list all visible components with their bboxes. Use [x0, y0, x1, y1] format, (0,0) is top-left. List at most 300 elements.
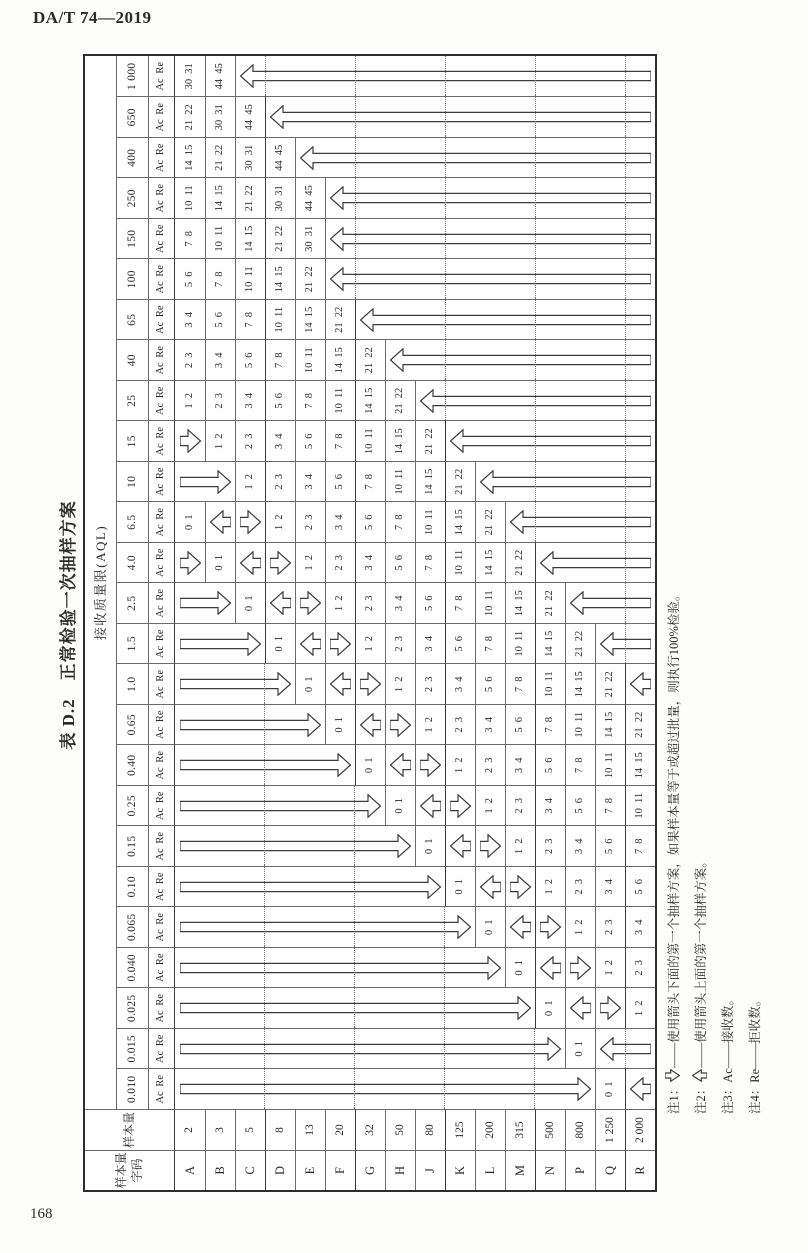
code-letter-cell: H	[385, 1150, 415, 1190]
up-arrow-icon	[595, 623, 655, 664]
group-boundary-dotted-line	[265, 56, 266, 97]
aql-value-cell: 1 000	[116, 56, 148, 97]
ac-re-header-cell: Ac Re	[148, 664, 175, 705]
down-arrow-icon	[175, 1069, 595, 1110]
down-arrow-icon	[180, 753, 351, 777]
note-line	[742, 58, 769, 1114]
ac-re-value-cell: 7 8	[565, 745, 595, 786]
group-boundary-dotted-line	[264, 989, 265, 1029]
group-boundary-dotted-line	[535, 300, 536, 340]
group-boundary-dotted-line	[445, 219, 446, 259]
sample-size-cell: 32	[355, 1109, 385, 1150]
aql-value-cell: 0.015	[116, 1028, 148, 1069]
up-arrow-icon	[325, 178, 655, 219]
ac-re-value-cell: 5 6	[265, 380, 295, 421]
down-arrow-icon	[415, 745, 445, 786]
note-line	[688, 58, 715, 1114]
aql-value-cell: 0.040	[116, 947, 148, 988]
code-letter-cell: M	[505, 1150, 535, 1190]
down-arrow-icon	[180, 632, 261, 656]
ac-re-header-cell: Ac Re	[148, 542, 175, 583]
up-arrow-icon	[540, 551, 651, 575]
down-arrow-icon	[595, 988, 625, 1029]
aql-value-cell: 150	[116, 218, 148, 259]
ac-re-header-cell: Ac Re	[148, 1069, 175, 1110]
ac-re-value-cell: 10 11	[475, 583, 505, 624]
ac-re-value-cell: 21 22	[175, 97, 205, 138]
ac-re-value-cell: 14 15	[475, 542, 505, 583]
down-arrow-icon	[180, 834, 411, 858]
aql-value-cell: 0.010	[116, 1069, 148, 1110]
up-arrow-icon	[325, 218, 655, 259]
group-boundary-dotted-line	[625, 138, 626, 178]
ac-re-value-cell: 44 45	[295, 178, 325, 219]
up-arrow-icon	[330, 672, 351, 696]
group-boundary-dotted-line	[625, 422, 626, 462]
up-arrow-icon	[295, 137, 655, 178]
ac-re-value-cell: 1 2	[535, 866, 565, 907]
down-arrow-icon	[180, 713, 321, 737]
ac-re-value-cell: 7 8	[355, 461, 385, 502]
sample-size-cell: 8	[265, 1109, 295, 1150]
up-arrow-icon	[355, 704, 385, 745]
code-letter-cell: N	[535, 1150, 565, 1190]
note-label: 注4：	[748, 1082, 762, 1114]
group-boundary-dotted-line	[625, 341, 626, 381]
up-arrow-icon	[390, 348, 651, 372]
up-arrow-icon	[235, 56, 655, 97]
ac-re-header-cell: Ac Re	[148, 178, 175, 219]
code-letter-cell: A	[175, 1150, 205, 1190]
aql-value-cell: 40	[116, 340, 148, 381]
aql-value-cell: 15	[116, 421, 148, 462]
ac-re-header-cell: Ac Re	[148, 421, 175, 462]
ac-re-header-cell: Ac Re	[148, 826, 175, 867]
up-arrow-icon	[450, 429, 651, 453]
group-boundary-dotted-line	[445, 179, 446, 219]
up-arrow-icon	[330, 186, 651, 210]
aql-value-cell: 65	[116, 299, 148, 340]
group-boundary-dotted-line	[445, 260, 446, 300]
sample-size-cell: 3	[205, 1109, 235, 1150]
ac-re-value-cell: 10 11	[205, 218, 235, 259]
group-boundary-dotted-line	[445, 56, 446, 97]
ac-re-value-cell: 21 22	[355, 340, 385, 381]
ac-re-value-cell: 1 2	[265, 502, 295, 543]
note-text: ——接收数。	[721, 993, 735, 1069]
ac-re-value-cell: 5 6	[625, 866, 655, 907]
ac-re-value-cell: 14 15	[415, 461, 445, 502]
note-symbol: Ac	[721, 1068, 735, 1083]
ac-re-value-cell: 7 8	[505, 664, 535, 705]
ac-re-header-cell: Ac Re	[148, 1028, 175, 1069]
aql-value-cell: 4.0	[116, 542, 148, 583]
ac-re-value-cell: 7 8	[295, 380, 325, 421]
up-arrow-icon	[205, 502, 235, 543]
up-arrow-icon	[475, 461, 655, 502]
ac-re-value-cell: 21 22	[535, 583, 565, 624]
group-boundary-dotted-line	[625, 543, 626, 583]
ac-re-header-cell: Ac Re	[148, 907, 175, 948]
ac-re-value-cell: 30 31	[265, 178, 295, 219]
group-boundary-dotted-line	[535, 179, 536, 219]
ac-re-value-cell: 14 15	[295, 299, 325, 340]
down-arrow-icon	[355, 664, 385, 705]
ac-re-value-cell: 5 6	[205, 299, 235, 340]
up-arrow-icon	[270, 591, 291, 615]
group-boundary-dotted-line	[444, 1070, 445, 1110]
group-boundary-dotted-line	[445, 300, 446, 340]
up-arrow-icon	[235, 542, 265, 583]
down-arrow-icon	[540, 915, 561, 939]
ac-re-value-cell: 0 1	[325, 704, 355, 745]
ac-re-header-cell: Ac Re	[148, 947, 175, 988]
group-boundary-dotted-line	[354, 908, 355, 948]
group-boundary-dotted-line	[625, 260, 626, 300]
up-arrow-icon	[565, 583, 655, 624]
aql-value-cell: 0.65	[116, 704, 148, 745]
up-arrow-icon	[415, 785, 445, 826]
ac-re-value-cell: 7 8	[385, 502, 415, 543]
group-boundary-dotted-line	[535, 219, 536, 259]
ac-re-header-cell: Ac Re	[148, 785, 175, 826]
ac-re-value-cell: 0 1	[565, 1028, 595, 1069]
down-arrow-icon	[180, 672, 291, 696]
ac-re-value-cell: 1 2	[205, 421, 235, 462]
ac-re-value-cell: 2 3	[355, 583, 385, 624]
ac-re-header-cell: Ac Re	[148, 380, 175, 421]
ac-re-value-cell: 21 22	[205, 137, 235, 178]
ac-re-value-cell: 10 11	[505, 623, 535, 664]
group-boundary-dotted-line	[444, 989, 445, 1029]
group-boundary-dotted-line	[625, 584, 626, 624]
ac-re-value-cell: 0 1	[385, 785, 415, 826]
down-arrow-icon	[665, 1069, 680, 1082]
ac-re-value-cell: 0 1	[535, 988, 565, 1029]
ac-re-value-cell: 14 15	[565, 664, 595, 705]
ac-re-value-cell: 0 1	[445, 866, 475, 907]
up-arrow-icon	[540, 956, 561, 980]
up-arrow-icon	[300, 632, 321, 656]
group-boundary-dotted-line	[354, 867, 355, 907]
ac-re-value-cell: 0 1	[235, 583, 265, 624]
ac-re-value-cell: 3 4	[475, 704, 505, 745]
down-arrow-icon	[270, 551, 291, 575]
ac-re-value-cell: 21 22	[445, 461, 475, 502]
ac-re-value-cell: 10 11	[265, 299, 295, 340]
up-arrow-icon	[355, 299, 655, 340]
down-arrow-icon	[175, 664, 295, 705]
down-arrow-icon	[300, 591, 321, 615]
ac-re-value-cell: 1 2	[355, 623, 385, 664]
ac-re-header-cell: Ac Re	[148, 340, 175, 381]
note-text: ——使用箭头下面的第一个抽样方案，如果样本量等于或超过批量，则执行100%检验。	[667, 588, 681, 1068]
ac-re-value-cell: 21 22	[235, 178, 265, 219]
group-boundary-dotted-line	[354, 827, 355, 867]
aql-value-cell: 650	[116, 97, 148, 138]
ac-re-value-cell: 10 11	[355, 421, 385, 462]
group-boundary-dotted-line	[625, 462, 626, 502]
sample-size-cell: 315	[505, 1109, 535, 1150]
up-arrow-icon	[535, 947, 565, 988]
ac-re-header-cell: Ac Re	[148, 704, 175, 745]
ac-re-value-cell: 1 2	[505, 826, 535, 867]
ac-re-value-cell: 2 3	[205, 380, 235, 421]
down-arrow-icon	[295, 583, 325, 624]
down-arrow-icon	[180, 551, 201, 575]
ac-re-value-cell: 10 11	[625, 785, 655, 826]
down-arrow-icon	[240, 510, 261, 534]
down-arrow-icon	[265, 542, 295, 583]
ac-re-value-cell: 14 15	[505, 583, 535, 624]
down-arrow-icon	[175, 988, 535, 1029]
code-letter-cell: D	[265, 1150, 295, 1190]
group-boundary-dotted-line	[535, 98, 536, 138]
ac-re-value-cell: 5 6	[295, 421, 325, 462]
group-boundary-dotted-line	[445, 341, 446, 381]
down-arrow-icon	[175, 542, 205, 583]
ac-re-value-cell: 1 2	[235, 461, 265, 502]
ac-re-value-cell: 14 15	[625, 745, 655, 786]
page-number: 168	[30, 1206, 53, 1222]
ac-re-value-cell: 0 1	[295, 664, 325, 705]
ac-re-value-cell: 0 1	[355, 745, 385, 786]
code-letter-cell: Q	[595, 1150, 625, 1190]
ac-re-value-cell: 30 31	[183, 63, 195, 90]
up-arrow-icon	[625, 1069, 655, 1110]
group-boundary-dotted-line	[354, 989, 355, 1029]
ac-re-value-cell: 3 4	[265, 421, 295, 462]
ac-re-value-cell: 44 45	[205, 56, 235, 97]
up-arrow-icon	[505, 502, 655, 543]
ac-re-value-cell: 7 8	[325, 421, 355, 462]
ac-re-value-cell: 21 22	[385, 380, 415, 421]
ac-re-value-cell: 21 22	[475, 502, 505, 543]
down-arrow-icon	[175, 907, 475, 948]
up-arrow-icon	[535, 542, 655, 583]
ac-re-value-cell: 21 22	[325, 299, 355, 340]
standard-code: DA/T 74—2019	[33, 8, 152, 27]
ac-re-value-cell: 1 2	[295, 542, 325, 583]
ac-re-value-cell: 10 11	[415, 502, 445, 543]
group-boundary-dotted-line	[264, 786, 265, 826]
ac-re-value-cell: 21 22	[625, 704, 655, 745]
sample-size-cell: 50	[385, 1109, 415, 1150]
ac-re-value-cell: 14 15	[325, 340, 355, 381]
ac-re-value-cell: 21 22	[265, 218, 295, 259]
ac-re-value-cell: 7 8	[445, 583, 475, 624]
ac-re-value-cell: 10 11	[535, 664, 565, 705]
up-arrow-icon	[390, 753, 411, 777]
up-arrow-icon	[360, 308, 651, 332]
ac-re-value-cell: 10 11	[595, 745, 625, 786]
ac-re-value-cell: 2 3	[565, 866, 595, 907]
up-arrow-icon	[692, 1069, 707, 1082]
ac-re-value-cell: 10 11	[175, 178, 205, 219]
down-arrow-icon	[175, 704, 325, 745]
ac-re-value-cell: 14 15	[175, 137, 205, 178]
note-line	[715, 58, 742, 1114]
ac-re-value-cell: 5 6	[565, 785, 595, 826]
up-arrow-icon	[385, 745, 415, 786]
up-arrow-icon	[300, 146, 651, 170]
down-arrow-icon	[175, 421, 205, 462]
ac-re-value-cell: 7 8	[415, 542, 445, 583]
down-arrow-icon	[535, 907, 565, 948]
down-arrow-icon	[175, 623, 265, 664]
group-boundary-dotted-line	[355, 179, 356, 219]
down-arrow-icon	[175, 745, 355, 786]
up-arrow-icon	[450, 834, 471, 858]
group-boundary-dotted-line	[355, 219, 356, 259]
ac-re-value-cell: 7 8	[175, 218, 205, 259]
ac-re-value-cell: 2 3	[295, 502, 325, 543]
ac-re-value-cell: 14 15	[445, 502, 475, 543]
aql-group-header: 接收质量限(AQL)	[93, 524, 108, 641]
up-arrow-icon	[570, 996, 591, 1020]
up-arrow-icon	[565, 988, 595, 1029]
ac-re-value-cell: 14 15	[535, 623, 565, 664]
ac-re-value-cell: 30 31	[295, 218, 325, 259]
ac-re-value-cell: 2 3	[505, 785, 535, 826]
down-arrow-icon	[390, 713, 411, 737]
group-boundary-dotted-line	[625, 179, 626, 219]
down-arrow-icon	[180, 794, 381, 818]
group-boundary-dotted-line	[625, 503, 626, 543]
sampling-table-grid	[85, 56, 655, 1190]
ac-re-value-cell: 21 22	[565, 623, 595, 664]
ac-re-value-cell: 7 8	[475, 623, 505, 664]
ac-re-value-cell: 1 2	[595, 947, 625, 988]
ac-re-value-cell: 1 2	[475, 785, 505, 826]
ac-re-value-cell: 1 2	[415, 704, 445, 745]
group-boundary-dotted-line	[625, 98, 626, 138]
ac-re-header-cell: Ac Re	[148, 583, 175, 624]
down-arrow-icon	[570, 956, 591, 980]
down-arrow-icon	[445, 785, 475, 826]
code-letter-cell: L	[475, 1150, 505, 1190]
up-arrow-icon	[330, 267, 651, 291]
group-boundary-dotted-line	[355, 98, 356, 138]
down-arrow-icon	[175, 461, 235, 502]
ac-re-value-cell: 1 2	[625, 988, 655, 1029]
ac-re-value-cell: 2 3	[235, 421, 265, 462]
ac-re-value-cell: 14 15	[385, 421, 415, 462]
ac-re-value-cell: 14 15	[355, 380, 385, 421]
ac-re-value-cell: 0 1	[175, 502, 205, 543]
group-boundary-dotted-line	[444, 948, 445, 988]
group-boundary-dotted-line	[445, 98, 446, 138]
ac-re-header-cell: Ac Re	[148, 988, 175, 1029]
ac-re-header-cell: Ac Re	[148, 299, 175, 340]
ac-re-value-cell: 10 11	[445, 542, 475, 583]
ac-re-value-cell: 7 8	[205, 259, 235, 300]
up-arrow-icon	[692, 1069, 707, 1082]
note-symbol: Re	[748, 1068, 762, 1083]
aql-value-cell: 400	[116, 137, 148, 178]
ac-re-value-cell: 0 1	[205, 542, 235, 583]
ac-re-value-cell: 2 3	[415, 664, 445, 705]
ac-re-value-cell: 30 31	[205, 97, 235, 138]
ac-re-value-cell: 2 3	[625, 947, 655, 988]
up-arrow-icon	[265, 583, 295, 624]
aql-value-cell: 250	[116, 178, 148, 219]
note-line	[661, 58, 688, 1114]
down-arrow-icon	[420, 753, 441, 777]
ac-re-value-cell: 2 3	[175, 340, 205, 381]
ac-re-value-cell: 30 31	[235, 137, 265, 178]
group-boundary-dotted-line	[355, 260, 356, 300]
ac-re-value-cell: 3 4	[295, 461, 325, 502]
down-arrow-icon	[235, 502, 265, 543]
code-letter-cell: F	[325, 1150, 355, 1190]
group-boundary-dotted-line	[354, 1029, 355, 1069]
group-boundary-dotted-line	[354, 948, 355, 988]
sample-size-cell: 80	[415, 1109, 445, 1150]
code-letter-cell: G	[355, 1150, 385, 1190]
down-arrow-icon	[480, 834, 501, 858]
up-arrow-icon	[210, 510, 231, 534]
up-arrow-icon	[325, 664, 355, 705]
ac-re-value-cell: 2 3	[325, 542, 355, 583]
ac-re-value-cell: 2 3	[535, 826, 565, 867]
up-arrow-icon	[510, 915, 531, 939]
ac-re-value-cell: 5 6	[385, 542, 415, 583]
down-arrow-icon	[180, 429, 201, 453]
down-arrow-icon	[385, 704, 415, 745]
group-boundary-dotted-line	[625, 381, 626, 421]
ac-re-value-cell: 5 6	[415, 583, 445, 624]
aql-value-cell: 1.5	[116, 623, 148, 664]
down-arrow-icon	[175, 583, 235, 624]
group-boundary-dotted-line	[534, 1070, 535, 1110]
down-arrow-icon	[665, 1069, 680, 1082]
up-arrow-icon	[630, 672, 651, 696]
ac-re-value-cell: 1 2	[325, 583, 355, 624]
up-arrow-icon	[295, 623, 325, 664]
up-arrow-icon	[595, 1028, 655, 1069]
up-arrow-icon	[505, 907, 535, 948]
group-boundary-dotted-line	[264, 867, 265, 907]
table-notes	[661, 58, 769, 1114]
group-boundary-dotted-line	[444, 1029, 445, 1069]
aql-value-cell: 0.15	[116, 826, 148, 867]
group-boundary-dotted-line	[445, 381, 446, 421]
up-arrow-icon	[480, 875, 501, 899]
up-arrow-icon	[385, 340, 655, 381]
ac-re-value-cell: 5 6	[175, 259, 205, 300]
rotated-table-block	[57, 58, 762, 1192]
down-arrow-icon	[175, 785, 385, 826]
aql-value-cell: 0.10	[116, 866, 148, 907]
ac-re-value-cell: 7 8	[535, 704, 565, 745]
aql-value-cell: 6.5	[116, 502, 148, 543]
code-letter-cell: J	[415, 1150, 445, 1190]
group-boundary-dotted-line	[535, 462, 536, 502]
sample-size-cell: 1 250	[595, 1109, 625, 1150]
ac-re-value-cell: 21 22	[505, 542, 535, 583]
ac-re-value-cell: 5 6	[595, 826, 625, 867]
ac-re-value-cell: 3 4	[175, 299, 205, 340]
ac-re-header-cell: Ac Re	[148, 502, 175, 543]
up-arrow-icon	[475, 866, 505, 907]
ac-re-value-cell: 7 8	[625, 826, 655, 867]
down-arrow-icon	[175, 1028, 565, 1069]
note-text: ——使用箭头上面的第一个抽样方案。	[694, 855, 708, 1068]
ac-re-value-cell: 10 11	[385, 461, 415, 502]
up-arrow-icon	[570, 591, 651, 615]
ac-re-value-cell: 0 1	[505, 947, 535, 988]
